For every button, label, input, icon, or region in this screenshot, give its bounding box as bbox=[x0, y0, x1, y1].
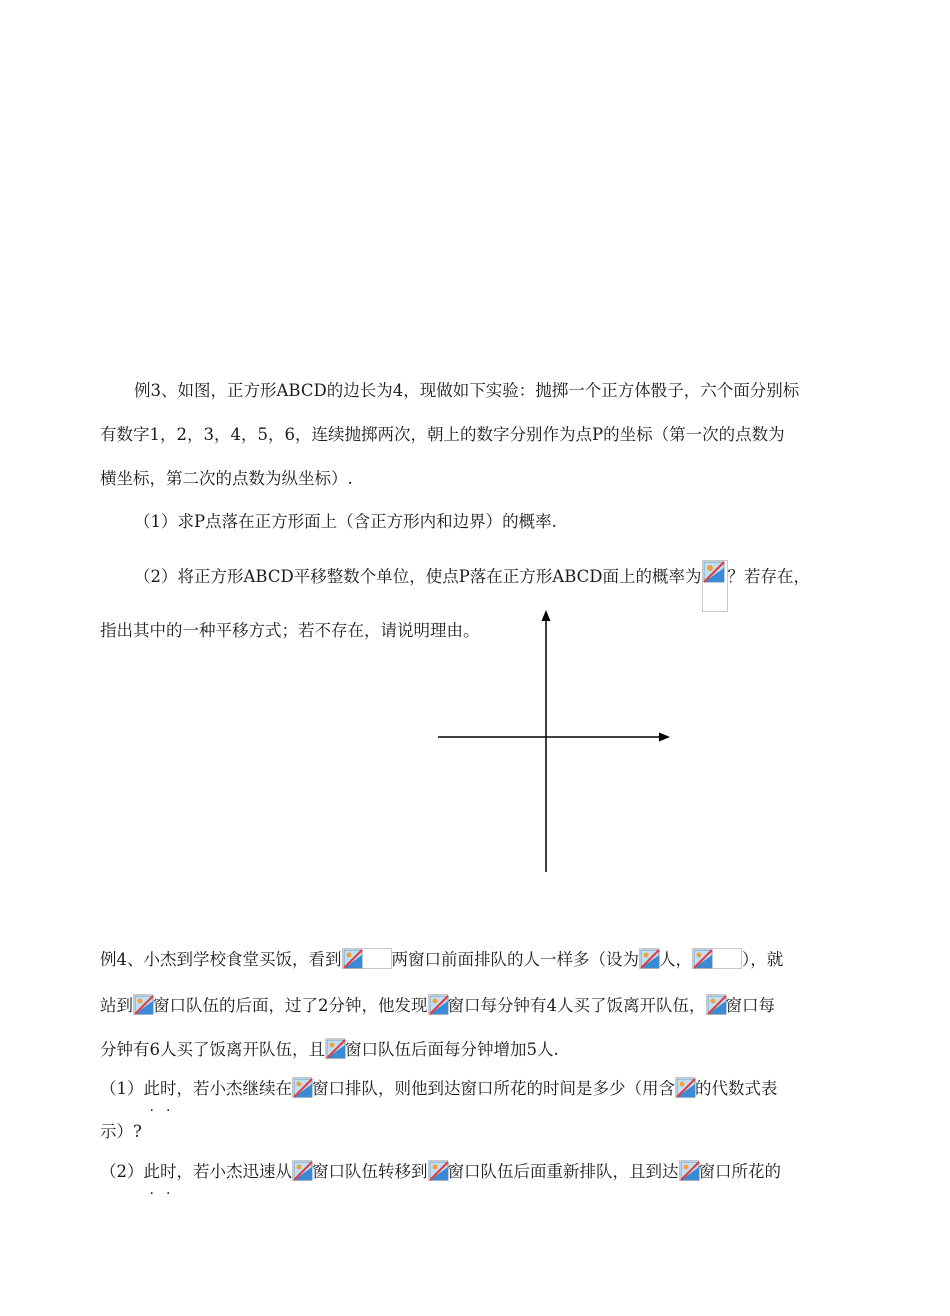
emphasis-char: 此 bbox=[143, 1162, 160, 1181]
ex4-q2-text-g: 窗口所花的 bbox=[698, 1162, 781, 1181]
ex4-q2-text-e: 窗口队伍转移到 bbox=[312, 1162, 428, 1181]
broken-image-icon bbox=[428, 1160, 448, 1181]
ex4-question-2 bbox=[100, 1160, 781, 1183]
x-axis-arrow bbox=[659, 733, 670, 742]
broken-image-icon bbox=[325, 1038, 345, 1059]
emphasis-char: 时 bbox=[160, 1162, 177, 1181]
ex4-l1-text-c: 人， bbox=[659, 950, 692, 969]
broken-image-icon bbox=[706, 994, 726, 1015]
ex4-l3-text-a: 分钟有6人买了饭离开队伍，且 bbox=[100, 1040, 325, 1059]
ex4-l2-text-d: 窗口每 bbox=[725, 996, 775, 1015]
broken-image-icon bbox=[679, 1160, 699, 1181]
broken-image-icon bbox=[292, 1077, 312, 1098]
ex4-line-2 bbox=[100, 994, 775, 1017]
ex3-q2-text-b: ？若存在， bbox=[727, 567, 811, 586]
ex4-line-1 bbox=[100, 948, 783, 971]
y-axis-arrow bbox=[542, 610, 551, 621]
broken-image-icon bbox=[692, 948, 742, 969]
broken-image-icon bbox=[702, 560, 728, 612]
broken-image-icon bbox=[133, 994, 153, 1015]
coordinate-axes bbox=[430, 604, 680, 874]
ex4-l1-text-d: ），就 bbox=[742, 950, 784, 969]
ex4-question-1 bbox=[100, 1077, 778, 1100]
ex4-l1-text-b: 两窗口前面排队的人一样多（设为 bbox=[391, 950, 639, 969]
ex3-question-2-cont: 指出其中的一种平移方式；若不存在，请说明理由。 bbox=[100, 621, 480, 640]
ex4-l2-text-b: 窗口队伍的后面，过了2分钟，他发现 bbox=[153, 996, 428, 1015]
ex4-l2-text-a: 站到 bbox=[100, 996, 133, 1015]
emphasis-char: 时 bbox=[160, 1079, 177, 1098]
ex4-q1-text-d: ，若小杰继续在 bbox=[176, 1079, 292, 1098]
ex4-l2-text-c: 窗口每分钟有4人买了饭离开队伍， bbox=[447, 996, 706, 1015]
ex3-question-1: （1）求P点落在正方形面上（含正方形内和边界）的概率. bbox=[134, 512, 557, 531]
ex4-q1-text-e: 窗口排队，则他到达窗口所花的时间是多少（用含 bbox=[312, 1079, 675, 1098]
broken-image-icon bbox=[342, 948, 392, 969]
ex3-q2-text-a: （2）将正方形ABCD平移整数个单位，使点P落在正方形ABCD面上的概率为 bbox=[134, 567, 702, 586]
ex4-l1-text-a: 例4、小杰到学校食堂买饭，看到 bbox=[100, 950, 342, 969]
ex4-question-1-cont: 示）? bbox=[100, 1122, 142, 1141]
broken-image-icon bbox=[675, 1077, 695, 1098]
ex3-line-2: 有数字1，2，3，4，5，6，连续抛掷两次，朝上的数字分别作为点P的坐标（第一次的点数为 bbox=[100, 425, 785, 444]
ex4-q1-text-a: （1） bbox=[100, 1079, 144, 1098]
ex4-line-3 bbox=[100, 1038, 559, 1061]
ex4-q1-text-f: 的代数式表 bbox=[695, 1079, 778, 1098]
ex3-line-3: 横坐标，第二次的点数为纵坐标）. bbox=[100, 469, 353, 488]
emphasis-char: 此 bbox=[143, 1079, 160, 1098]
broken-image-icon bbox=[639, 948, 659, 969]
ex4-q2-text-f: 窗口队伍后面重新排队，且到达 bbox=[447, 1162, 679, 1181]
ex4-l3-text-b: 窗口队伍后面每分钟增加5人. bbox=[345, 1040, 559, 1059]
ex4-q2-text-d: ，若小杰迅速从 bbox=[176, 1162, 292, 1181]
ex3-line-1: 例3、如图，正方形ABCD的边长为4，现做如下实验：抛掷一个正方体骰子，六个面分别标 bbox=[134, 381, 800, 400]
ex4-q2-text-a: （2） bbox=[100, 1162, 144, 1181]
broken-image-icon bbox=[292, 1160, 312, 1181]
broken-image-icon bbox=[428, 994, 448, 1015]
